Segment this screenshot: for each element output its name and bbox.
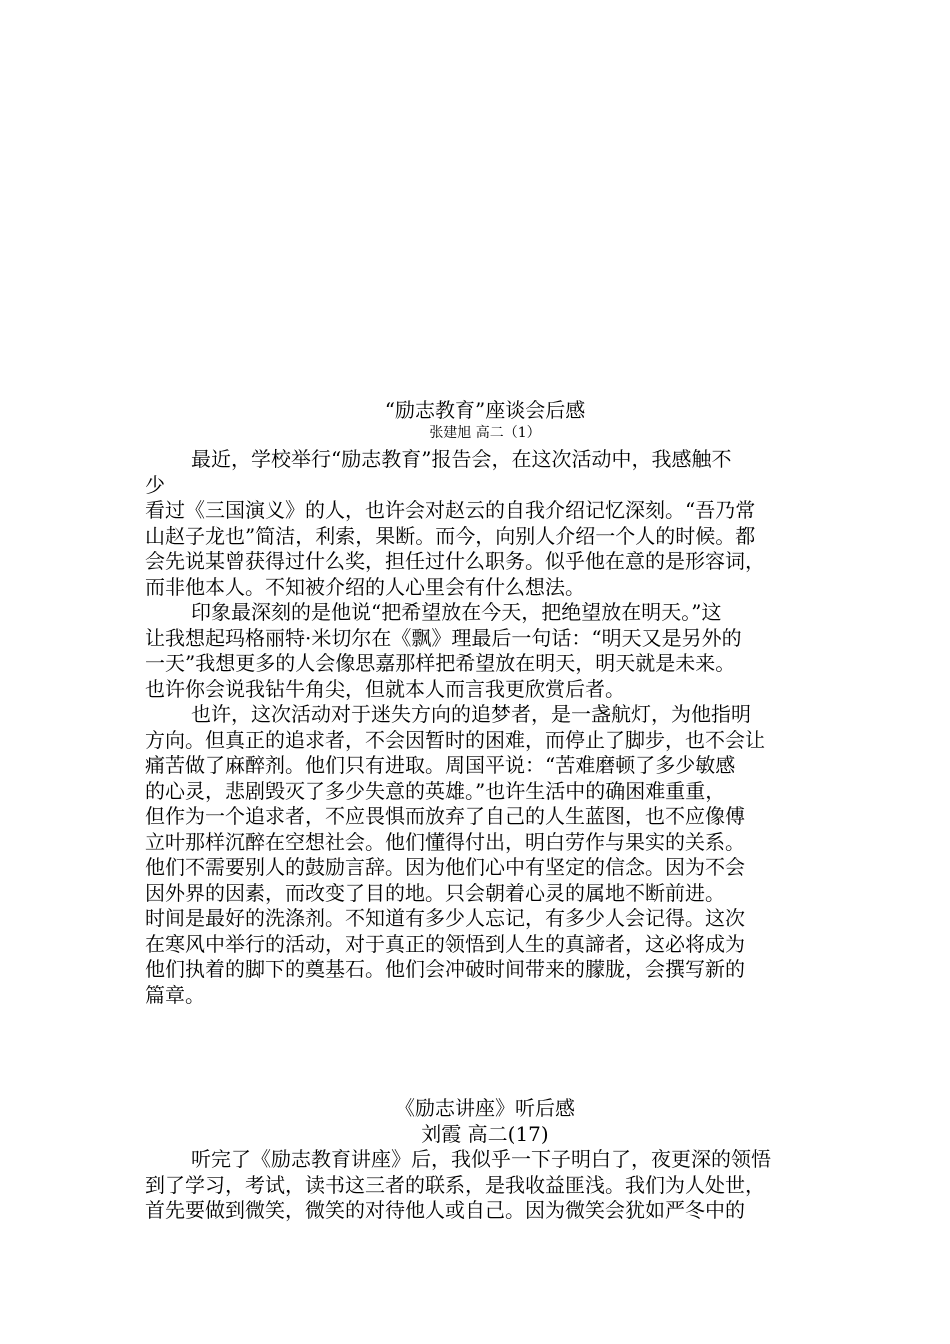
essay-byline: 刘霞 高二(17) xyxy=(421,1122,549,1146)
paragraph-line: 因外界的因素，而改变了目的地。只会朝着心灵的属地不断前进。 xyxy=(145,880,725,905)
paragraph xyxy=(145,498,825,600)
paragraph xyxy=(145,702,825,906)
paragraph-line: 痛苦做了麻醉剂。他们只有进取。周国平说：“苦难磨顿了多少敏感 xyxy=(145,753,736,777)
paragraph-line: 一天”我想更多的人会像思嘉那样把希望放在明天，明天就是未来。 xyxy=(145,651,736,675)
paragraph xyxy=(145,906,825,1008)
paragraph-line: 山赵子龙也”简洁，利索，果断。而今，向别人介绍一个人的时候。都 xyxy=(145,523,756,548)
paragraph-line: 会先说某曾获得过什么奖，担任过什么职务。似乎他在意的是形容词， xyxy=(145,549,765,573)
essay-title: “励志教育”座谈会后感 xyxy=(384,398,586,422)
paragraph xyxy=(145,1147,825,1224)
paragraph-line: 看过《三国演义》的人，也许会对赵云的自我介绍记忆深刻。“吾乃常 xyxy=(145,498,756,522)
paragraph-line: 听完了《励志教育讲座》后，我似乎一下子明白了，夜更深的领悟 xyxy=(191,1147,771,1171)
essay-1 xyxy=(145,397,825,1008)
paragraph-line: 首先要做到微笑，微笑的对待他人或自己。因为微笑会犹如严冬中的 xyxy=(145,1198,745,1222)
paragraph-line: 立叶那样沉醉在空想社会。他们懂得付出，明白劳作与果实的关系。 xyxy=(145,829,745,854)
paragraph xyxy=(145,447,825,498)
paragraph-line: 在寒风中举行的活动，对于真正的领悟到人生的真諦者，这必将成为 xyxy=(145,931,745,956)
paragraph-line: 他们不需要别人的鼓励言辞。因为他们心中有坚定的信念。因为不会 xyxy=(145,855,745,879)
paragraph-line: 时间是最好的洗涤剂。不知道有多少人忘记，有多少人会记得。这次 xyxy=(145,906,745,930)
paragraph-line: 少 xyxy=(145,472,165,497)
paragraph-line: 到了学习，考试，读书这三者的联系，是我收益匪浅。我们为人处世， xyxy=(145,1172,765,1197)
essay-title: 《励志讲座》听后感 xyxy=(395,1096,575,1120)
paragraph-line: 但作为一个追求者，不应畏惧而放弃了自己的人生蓝图，也不应像傅 xyxy=(145,804,745,828)
paragraph-line: 最近，学校举行“励志教育”报告会，在这次活动中，我感触不 xyxy=(191,447,732,471)
paragraph-line: 也许你会说我钻牛角尖，但就本人而言我更欣赏后者。 xyxy=(145,676,625,701)
paragraph-line: 方向。但真正的追求者，不会因暂时的困难，而停止了脚步，也不会让 xyxy=(145,727,765,752)
paragraph-line: 让我想起玛格丽特·米切尔在《飘》理最后一句话：“明天又是另外的 xyxy=(145,625,742,650)
paragraph-line: 也许，这次活动对于迷失方向的追梦者，是一盏航灯，为他指明 xyxy=(191,702,751,726)
paragraph-line: 印象最深刻的是他说“把希望放在今天，把绝望放在明天。”这 xyxy=(191,600,722,624)
paragraph-line: 篇章。 xyxy=(145,982,205,1007)
paragraph-line: 他们执着的脚下的奠基石。他们会冲破时间带来的朦胧，会撰写新的 xyxy=(145,957,745,981)
paragraph-line: 而非他本人。不知被介绍的人心里会有什么想法。 xyxy=(145,574,585,599)
essay-2 xyxy=(145,1095,825,1224)
paragraph xyxy=(145,600,825,702)
paragraph-line: 的心灵，悲剧毁灭了多少失意的英雄。”也许生活中的确困难重重， xyxy=(145,778,726,803)
essay-byline: 张建旭 高二（1） xyxy=(429,425,541,441)
